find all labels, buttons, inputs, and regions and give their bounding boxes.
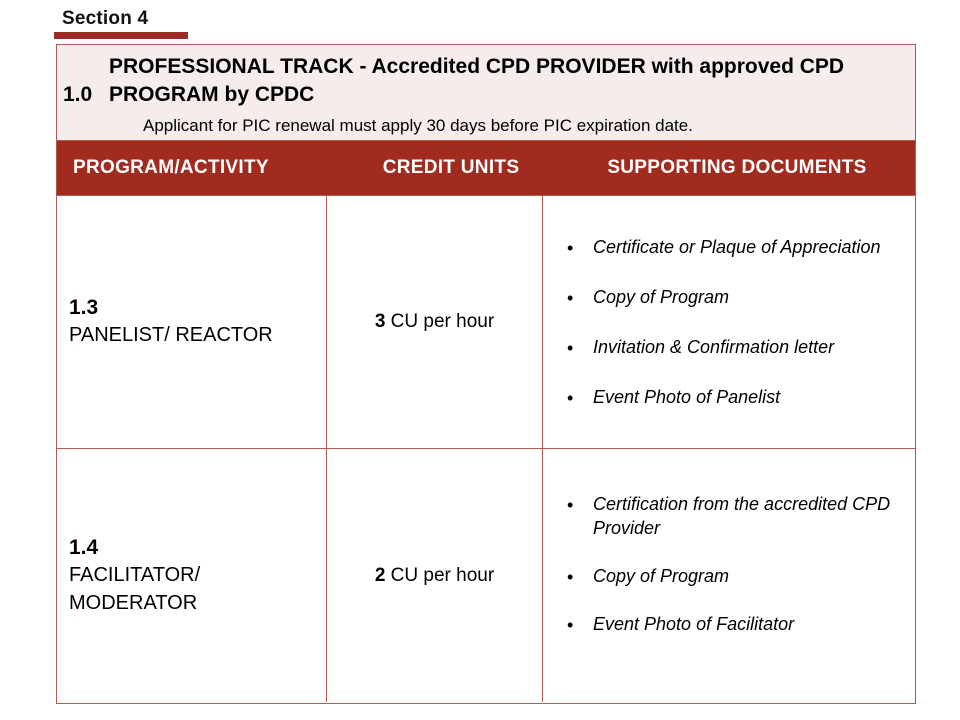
bullet-icon: • <box>567 338 574 358</box>
section-tab-bar <box>54 32 188 39</box>
table-title-block <box>57 45 915 141</box>
bullet-icon: • <box>567 494 574 515</box>
row-activity-name: FACILITATOR/ MODERATOR <box>69 563 201 614</box>
list-item <box>559 235 905 259</box>
credit-units-unit: CU per hour <box>390 564 495 586</box>
row-number: 1.4 <box>69 535 99 559</box>
row-documents-cell <box>543 196 915 448</box>
title-heading: PROFESSIONAL TRACK - Accredited CPD PROVIDER with approved CPD PROGRAM by CPDC <box>109 55 845 106</box>
list-item <box>559 612 905 636</box>
document-text: Event Photo of Facilitator <box>593 613 795 634</box>
header-supporting-documents: SUPPORTING DOCUMENTS <box>607 157 867 178</box>
bullet-icon: • <box>567 566 574 587</box>
credit-units-text <box>375 311 494 333</box>
row-number: 1.3 <box>69 296 99 319</box>
credit-units-text <box>375 565 494 587</box>
documents-list <box>559 492 905 660</box>
table-header-row <box>57 141 915 195</box>
document-text: Invitation & Confirmation letter <box>593 337 835 357</box>
row-credit-units-cell <box>327 449 543 702</box>
document-text: Copy of Program <box>593 287 730 307</box>
header-credit-units: CREDIT UNITS <box>382 157 520 178</box>
row-credit-units-cell <box>327 196 543 448</box>
list-item <box>559 385 905 409</box>
bullet-icon: • <box>567 238 574 258</box>
table-row <box>57 448 915 702</box>
list-item <box>559 564 905 588</box>
row-documents-cell <box>543 449 915 702</box>
row-activity-cell <box>57 196 327 448</box>
row-activity-name: PANELIST/ REACTOR <box>69 324 273 346</box>
section-tab-label: Section 4 <box>62 8 149 29</box>
section-tab <box>54 8 188 39</box>
title-subtitle: Applicant for PIC renewal must apply 30 days before PIC expiration date. <box>143 116 693 135</box>
documents-list <box>559 235 905 409</box>
list-item <box>559 335 905 359</box>
credit-units-unit: CU per hour <box>390 311 495 332</box>
list-item <box>559 285 905 309</box>
document-text: Certification from the accredited CPD Provider <box>593 493 891 538</box>
table-row <box>57 195 915 448</box>
list-item <box>559 492 905 540</box>
title-number: 1.0 <box>63 83 93 106</box>
header-program-activity: PROGRAM/ACTIVITY <box>73 157 269 178</box>
bullet-icon: • <box>567 388 574 408</box>
bullet-icon: • <box>567 288 574 308</box>
row-activity-cell <box>57 449 327 702</box>
document-text: Copy of Program <box>593 565 730 586</box>
credit-units-value: 3 <box>374 311 386 332</box>
cpd-requirements-table <box>56 44 916 704</box>
bullet-icon: • <box>567 614 574 635</box>
credit-units-value: 2 <box>374 564 386 586</box>
document-text: Event Photo of Panelist <box>593 387 781 407</box>
document-text: Certificate or Plaque of Appreciation <box>593 237 881 257</box>
